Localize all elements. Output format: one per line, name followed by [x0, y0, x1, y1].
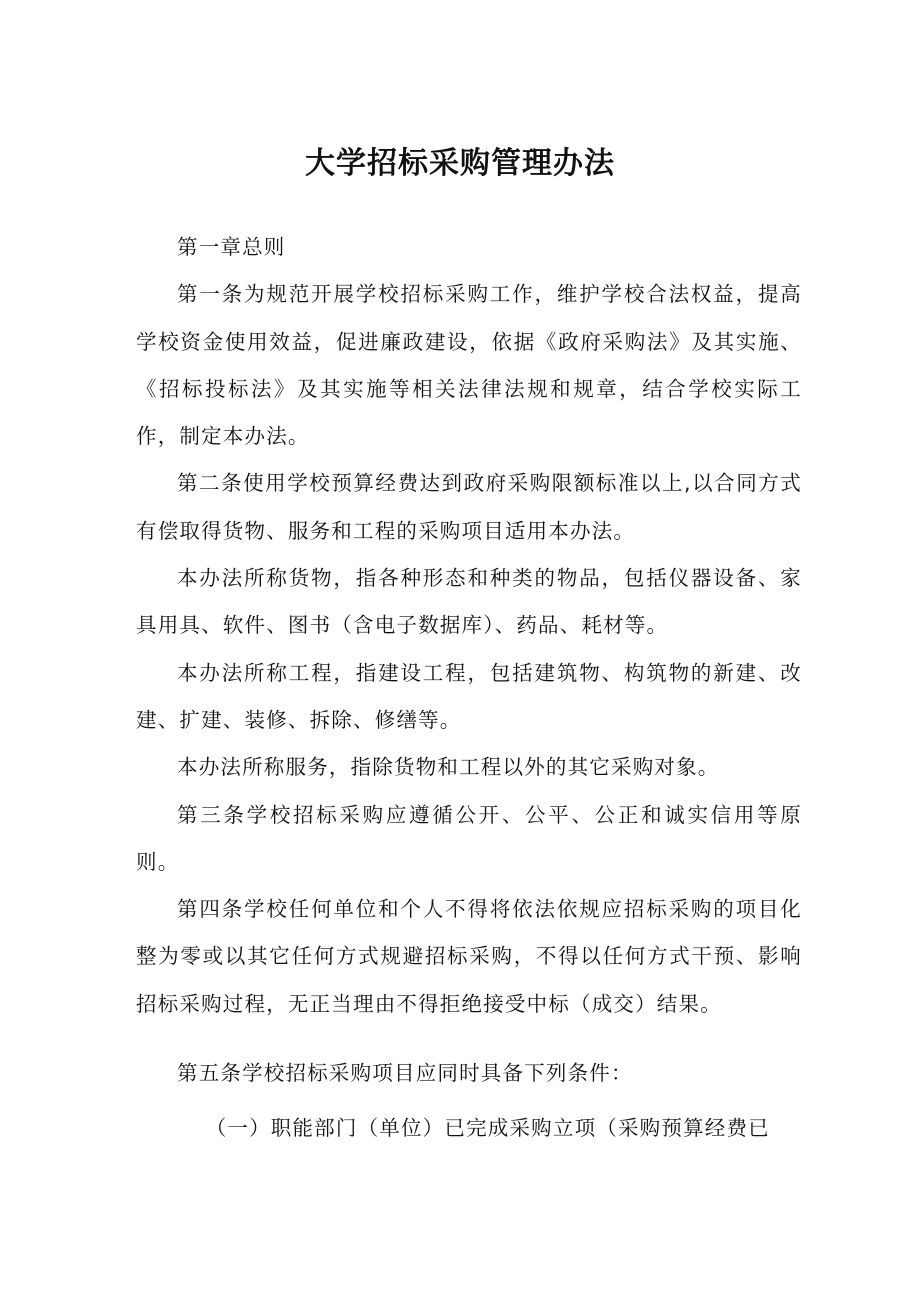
services-definition: 本办法所称服务，指除货物和工程以外的其它采购对象。 — [177, 755, 720, 780]
article-5-item-1: （一）职能部门（单位）已完成采购立项（采购预算经费已 — [205, 1116, 770, 1141]
document-body — [136, 224, 802, 1153]
goods-definition: 本办法所称货物，指各种形态和种类的物品，包括仪器设备、家具用具、软件、图书（含电子数据库）、药品、耗材等。 — [136, 566, 802, 638]
article-3: 第三条学校招标采购应遵循公开、公平、公正和诚实信用等原则。 — [136, 802, 802, 874]
document-title: 大学招标采购管理办法 — [305, 146, 615, 181]
works-definition: 本办法所称工程，指建设工程，包括建筑物、构筑物的新建、改建、扩建、装修、拆除、修缮等。 — [136, 660, 802, 732]
article-4: 第四条学校任何单位和个人不得将依法依规应招标采购的项目化整为零或以其它任何方式规避招标采购，不得以任何方式干预、影响招标采购过程，无正当理由不得拒绝接受中标（成交）结果。 — [136, 897, 802, 1016]
article-1: 第一条为规范开展学校招标采购工作，维护学校合法权益，提高学校资金使用效益，促进廉政建设，依据《政府采购法》及其实施、《招标投标法》及其实施等相关法律法规和规章，结合学校实际工作，制定本办法。 — [136, 282, 802, 449]
article-2: 第二条使用学校预算经费达到政府采购限额标准以上,以合同方式有偿取得货物、服务和工程的采购项目适用本办法。 — [136, 471, 802, 543]
article-5: 第五条学校招标采购项目应同时具备下列条件： — [177, 1061, 633, 1086]
chapter-heading: 第一章总则 — [177, 235, 286, 259]
